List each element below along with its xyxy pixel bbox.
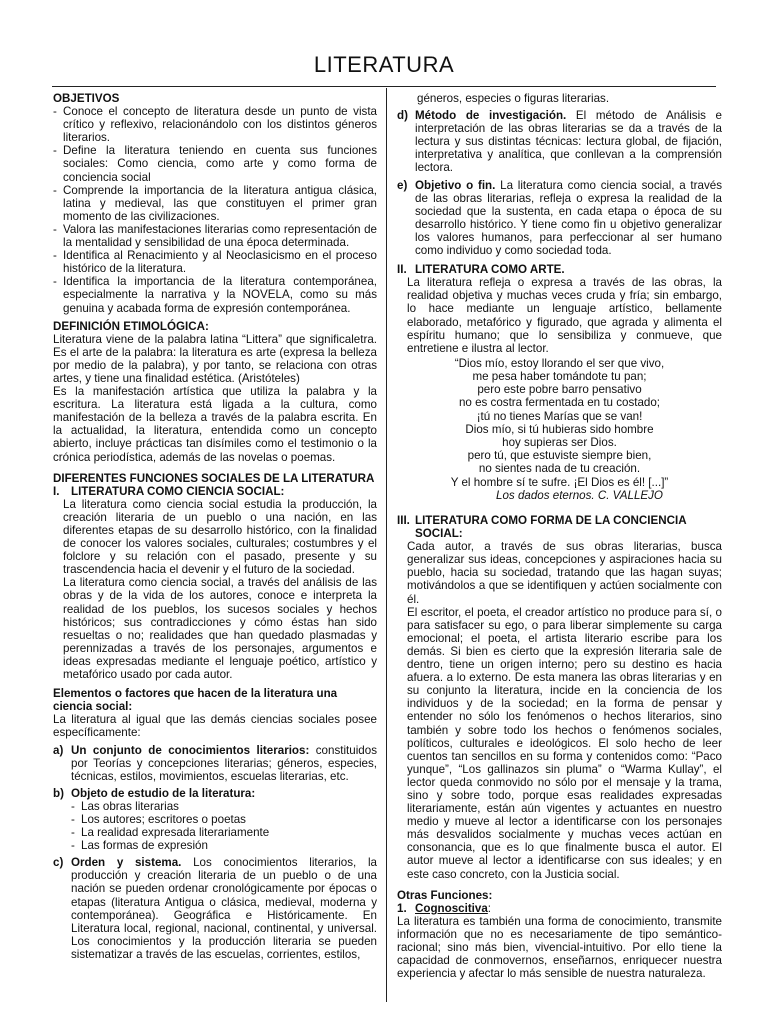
section-3-paragraph-2: El escritor, el poeta, el creador artístico no produce para sí, o para satisfacer su ego, o para liberar simplemente su carga emocional; el poeta, el artista literario escribe para los demás. Si bien es cierto que la expresión literaria sale de dentro, tiene un origen interno; pero su destino es hacia afuera. a lo externo. De esta manera las obras literarias y en su conjunto la literatura, incide en la conciencia de los individuos y de la sociedad; en la forma de pensar y entender no sólo los fenómenos o hechos literarios, sino también y sobre todo los hechos o fenómenos sociales, políticos, culturales e ideológicos. El solo hecho de leer cuentos tan sencillos en su forma y contenidos como: “Paco yunque”, “Los gallinazos sin pluma” o “Warma Kullay”, el lector queda conmovido no sólo por el mensaje y la trama, sino y sobre todo, porque esas realidades expresadas literariamente, están aún vigentes y actuantes en nuestro medio y mueve al lector a identificarse con los personajes más desvalidos socialmente y muchas veces actúan en consonancia, que es lo que finalmente busca el autor. El autor mueve al lector a identificarse con sus ideales; y en este caso concreto, con la Justicia social. <box>407 605 722 881</box>
right-column <box>397 92 722 980</box>
poem-line: pero tú, que estuviste siempre bien, <box>467 449 652 463</box>
poem-line: no sientes nada de tu creación. <box>478 462 641 476</box>
item-e-label: e) <box>397 178 408 192</box>
title-rule <box>52 86 716 87</box>
section-1-number: I. <box>53 484 60 498</box>
objetivo-item: - Comprende la importancia de la literatura antigua clásica, latina y medieval, las que constituyen el primer gran momento de las civilizaciones. <box>53 184 377 223</box>
item-a-text: constituidos por Teorías y concepciones literarias; géneros, especies, técnicas, estilos, movimientos, escuelas literarias, etc. <box>71 743 377 783</box>
poem-line: Y el hombre sí te sufre. ¡El Dios es él! [...]” <box>450 475 669 489</box>
item-b-list <box>71 800 377 852</box>
definicion-heading: DEFINICIÓN ETIMOLÓGICA: <box>53 319 209 333</box>
item-a-title: Un conjunto de conocimientos literarios: <box>71 743 310 757</box>
left-column <box>53 92 377 961</box>
item-b <box>53 787 377 852</box>
item-b-entry: - Los autores; escritores o poetas <box>71 813 377 826</box>
funciones-heading: DIFERENTES FUNCIONES SOCIALES DE LA LITERATURA <box>53 471 375 485</box>
poem-line: ¡tú no tienes Marías que se van! <box>476 409 643 423</box>
elementos-heading: Elementos o factores que hacen de la literatura una ciencia social: <box>53 687 338 714</box>
poem-line: hoy supieras ser Dios. <box>502 436 617 449</box>
function-1-number: 1. <box>397 901 407 915</box>
objetivo-item: - Identifica la importancia de la literatura contemporánea, especialmente la narrativa y la NOVELA, como su más genuina y acabada forma de expresión contemporánea. <box>53 275 377 314</box>
section-1-paragraph-1: La literatura como ciencia social estudia la producción, la creación literaria de un pueblo o una nación, en las diferentes etapas de su desarrollo histórico, con la finalidad de conocer los valores sociales, culturales; costumbres y el folclore y su relación con el pasado, presente y su trascendencia hacia el devenir y el futuro de la sociedad. <box>63 497 377 577</box>
definicion-paragraph-1: Literatura viene de la palabra latina “Littera” que significaletra. Es el arte de la palabra: la literatura es arte (expresa la belleza por medio de la palabra), y por tanto, se relaciona con otras artes, y tiene una finalidad estética. (Aristóteles) <box>53 332 377 385</box>
poem-line: Dios mío, si tú hubieras sido hombre <box>465 422 654 436</box>
item-e <box>397 179 722 258</box>
function-1-title: Cognoscitiva <box>415 901 488 915</box>
item-c-label: c) <box>53 856 64 870</box>
item-b-title: Objeto de estudio de la literatura: <box>71 786 256 800</box>
objetivo-item: - Define la literatura teniendo en cuenta sus funciones sociales: Como ciencia, como arte y como forma de conciencia social <box>53 144 377 183</box>
poem-line: “Dios mío, estoy llorando el ser que vivo, <box>454 356 665 370</box>
section-3-heading <box>397 514 722 540</box>
poem-line: pero este pobre barro pensativo <box>477 383 642 397</box>
objetivos-heading: OBJETIVOS <box>53 92 120 105</box>
item-c <box>53 856 377 961</box>
item-a <box>53 744 377 783</box>
section-1-title: LITERATURA COMO CIENCIA SOCIAL: <box>71 484 285 498</box>
function-1-colon: : <box>487 901 492 915</box>
section-2-paragraph: La literatura refleja o expresa a través de las obras, la realidad objetiva y muchas veces cruda y fría; sin embargo, lo hace mediante un lenguaje artístico, bellamente elaborado, metafórico y figurado, que agrada y alimenta el espíritu humano; que lo sensibiliza y conmueve, que entretiene e ilustra al lector. <box>407 276 722 355</box>
function-1-heading <box>397 902 722 915</box>
item-b-entry: - Las obras literarias <box>71 800 377 813</box>
definicion-paragraph-2: Es la manifestación artística que utiliza la palabra y la escritura. La literatura está ligada a la cultura, como manifestación de la belleza a través de la palabra escrita. En la actualidad, la literatura, entendida como un concepto abierto, incluye prácticas tan disímiles como el testimonio o la crónica periodística, además de las novelas o poemas. <box>53 385 377 464</box>
item-c-text: Los conocimientos literarios, la producción y creación literaria de un pueblo o de una nación se pueden ordenar cronológicamente por épocas o etapas (literatura Antigua o clásica, medieval, moderna y contemporánea). Geográfica e Históricamente. En Literatura local, regional, nacional, continental, y universal. Los conocimientos y la producción literaria se pueden sistematizar a través de las escuelas, corrientes, estilos, <box>71 856 377 961</box>
section-3-number: III. <box>397 514 410 528</box>
poem-line: me pesa haber tomándote tu pan; <box>472 369 647 383</box>
item-e-text: La literatura como ciencia social, a través de las obras literarias, refleja o expresa la realidad de la sociedad que la sustenta, en cada etapa o época de su desarrollo histórico. Y tiene como fin u objetivo generalizar los valores humanos, para perfeccionar al ser humano como individuo y como sociedad toda. <box>415 178 723 258</box>
function-1-text: La literatura es también una forma de conocimiento, transmite información que no es necesariamente de tipo semántico-racional; sino más bien, vivencial-intuitivo. Por ello tiene la capacidad de conmovernos, enseñarnos, enriquecer nuestra experiencia y afectar lo más sensible de nuestra naturaleza. <box>397 914 722 981</box>
section-2-number: II. <box>397 263 407 277</box>
section-1-heading <box>53 485 377 498</box>
item-e-title: Objetivo o fin. <box>415 178 496 192</box>
item-d-text: El método de Análisis e interpretación de las obras literarias se da a través de la lectura y sus distintas técnicas: lectura global, de fijación, interpretativa y analítica, que conllevan a la comprensión lectora. <box>415 109 722 175</box>
poem-line: no es costra fermentada en tu costado; <box>458 396 661 410</box>
objetivo-item: - Identifica al Renacimiento y al Neoclasicismo en el proceso histórico de la literatura. <box>53 249 377 275</box>
objetivos-list <box>53 105 377 315</box>
item-c-title: Orden y sistema. <box>71 856 182 870</box>
otras-funciones-heading: Otras Funciones: <box>397 888 493 902</box>
poem-credit: Los dados eternos. C. VALLEJO <box>496 488 663 502</box>
section-2-title: LITERATURA COMO ARTE. <box>415 263 565 277</box>
item-d <box>397 109 722 174</box>
elementos-intro: La literatura al igual que las demás ciencias sociales posee específicamente: <box>53 713 377 740</box>
page-title: LITERATURA <box>313 52 455 77</box>
continuation-text: géneros, especies o figuras literarias. <box>417 92 610 105</box>
item-a-label: a) <box>53 743 64 757</box>
column-divider <box>386 88 387 1002</box>
item-b-entry: - La realidad expresada literariamente <box>71 826 377 839</box>
section-1-paragraph-2: La literatura como ciencia social, a través del análisis de las obras y de la vida de los autores, conoce e interpreta la realidad de los pueblos, los sucesos sociales y hechos históricos; sus contradicciones y cómo éstas han sido resueltas o no; realidades que han quedado plasmadas y perennizadas a través de los personajes, argumentos e ideas expresadas mediante el lenguaje poético, artístico y metafórico usado por cada autor. <box>63 576 377 682</box>
item-d-label: d) <box>397 109 408 123</box>
item-d-title: Método de investigación. <box>415 109 567 123</box>
item-b-entry: - Las formas de expresión <box>71 839 377 852</box>
section-3-title: LITERATURA COMO FORMA DE LA CONCIENCIA SOCIAL: <box>415 514 687 541</box>
item-b-label: b) <box>53 786 64 800</box>
poem <box>397 357 722 502</box>
section-3-paragraph-1: Cada autor, a través de sus obras literarias, busca generalizar sus ideas, concepciones y aspiraciones hacia su pueblo, hacia su sociedad, tratando que las hagan suyas; motivándolos a que se identifiquen y actúen socialmente con él. <box>407 540 722 606</box>
objetivo-item: - Conoce el concepto de literatura desde un punto de vista crítico y reflexivo, relacionándolo con los distintos géneros literarios. <box>53 105 377 144</box>
objetivo-item: - Valora las manifestaciones literarias como representación de la mentalidad y sensibilidad de una época determinada. <box>53 223 377 249</box>
section-2-heading <box>397 263 722 276</box>
